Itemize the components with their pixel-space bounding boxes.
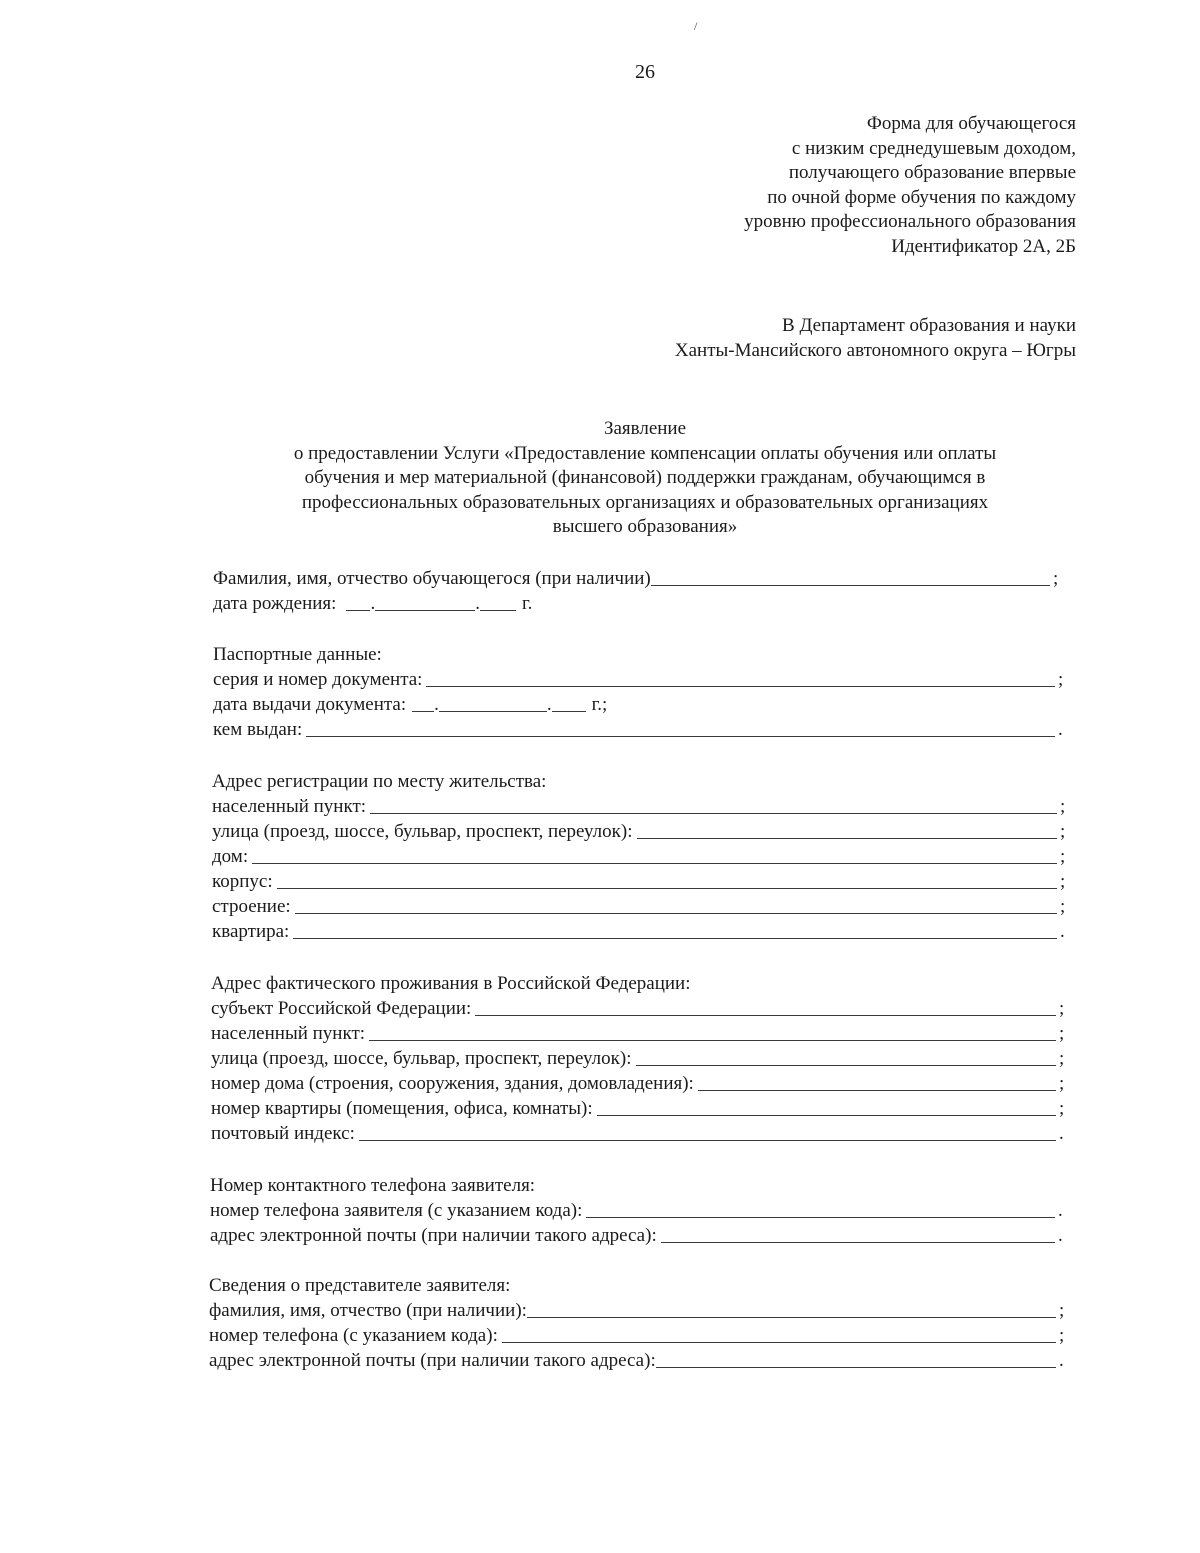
section-heading: Паспортные данные: bbox=[213, 643, 382, 665]
passport-series-field[interactable] bbox=[426, 686, 1055, 687]
registration-heading bbox=[212, 769, 1070, 794]
document-title bbox=[200, 417, 1090, 540]
full-name-field[interactable] bbox=[651, 585, 1050, 586]
passport-issued-by-row bbox=[213, 717, 1068, 742]
representative-email-field[interactable] bbox=[656, 1367, 1056, 1368]
field-end-mark: . bbox=[1058, 718, 1063, 740]
title-subtitle-line: обучения и мер материальной (финансовой) поддержки гражданам, обучающимся в bbox=[304, 467, 986, 488]
field-end-mark: . bbox=[1059, 1349, 1064, 1371]
full-name-label: Фамилия, имя, отчество обучающегося (при наличии) bbox=[213, 567, 651, 589]
actual-address-field-row bbox=[211, 996, 1069, 1021]
birth-day-field[interactable] bbox=[346, 610, 370, 611]
actual-locality-field[interactable] bbox=[369, 1040, 1056, 1041]
student-section bbox=[0, 566, 1063, 616]
applicant-email-field[interactable] bbox=[661, 1242, 1055, 1243]
birth-year-field[interactable] bbox=[480, 610, 516, 611]
form-identifier: Идентификатор 2А, 2Б bbox=[891, 235, 1076, 257]
actual-address-heading bbox=[211, 971, 1069, 996]
addressee-line: Ханты-Мансийского автономного округа – Югры bbox=[674, 339, 1076, 361]
registration-locality-field[interactable] bbox=[370, 813, 1057, 814]
section-heading: Адрес фактического проживания в Российской Федерации: bbox=[211, 972, 691, 994]
registration-field-row bbox=[212, 869, 1070, 894]
field-end-mark: ; bbox=[1059, 1047, 1065, 1069]
registration-house-field[interactable] bbox=[252, 863, 1057, 864]
form-caption-line: с низким среднедушевым доходом, bbox=[791, 137, 1076, 159]
actual-address-field-row bbox=[211, 1046, 1069, 1071]
representative-name-field[interactable] bbox=[527, 1317, 1056, 1318]
field-end-mark: . bbox=[1060, 920, 1065, 942]
field-end-mark: ; bbox=[1059, 1299, 1065, 1321]
issue-year-field[interactable] bbox=[552, 711, 586, 712]
applicant-phone-field[interactable] bbox=[586, 1217, 1055, 1218]
registration-address-section bbox=[0, 769, 1070, 944]
date-separator: . bbox=[475, 592, 480, 614]
registration-field-row bbox=[212, 794, 1070, 819]
passport-series-label: серия и номер документа: bbox=[213, 668, 423, 690]
passport-series-row bbox=[213, 667, 1068, 692]
field-label: номер квартиры (помещения, офиса, комнаты): bbox=[211, 1097, 593, 1119]
contact-field-row bbox=[210, 1223, 1068, 1248]
field-label: населенный пункт: bbox=[212, 795, 367, 817]
field-label: номер дома (строения, сооружения, здания, домовладения): bbox=[211, 1072, 694, 1094]
representative-field-row bbox=[209, 1348, 1069, 1373]
passport-issue-date-row bbox=[213, 692, 1068, 717]
section-heading: Адрес регистрации по месту жительства: bbox=[212, 770, 547, 792]
actual-postal-code-field[interactable] bbox=[359, 1140, 1056, 1141]
actual-address-field-row bbox=[211, 1121, 1069, 1146]
field-end-mark: ; bbox=[1059, 1324, 1065, 1346]
field-label: строение: bbox=[212, 895, 291, 917]
issue-day-field[interactable] bbox=[412, 711, 434, 712]
passport-issued-by-label: кем выдан: bbox=[213, 718, 303, 740]
contact-field-row bbox=[210, 1198, 1068, 1223]
registration-structure-field[interactable] bbox=[295, 913, 1057, 914]
scan-mark: / bbox=[694, 19, 698, 33]
form-caption-line: уровню профессионального образования bbox=[744, 211, 1076, 232]
contact-heading bbox=[210, 1173, 1068, 1198]
field-end-mark: ; bbox=[1060, 870, 1066, 892]
representative-section bbox=[0, 1273, 1069, 1373]
field-end-mark: ; bbox=[1059, 1072, 1065, 1094]
section-heading: Сведения о представителе заявителя: bbox=[209, 1274, 511, 1296]
registration-field-row bbox=[212, 894, 1070, 919]
field-end-mark: ; bbox=[1060, 845, 1066, 867]
passport-heading bbox=[213, 642, 1068, 667]
field-label: адрес электронной почты (при наличии такого адреса): bbox=[210, 1224, 657, 1246]
field-label: номер телефона заявителя (с указанием кода): bbox=[210, 1199, 583, 1221]
representative-heading bbox=[209, 1273, 1069, 1298]
actual-apartment-field[interactable] bbox=[597, 1115, 1056, 1116]
actual-address-field-row bbox=[211, 1071, 1069, 1096]
field-label: фамилия, имя, отчество (при наличии): bbox=[209, 1299, 527, 1321]
field-label: субъект Российской Федерации: bbox=[211, 997, 472, 1019]
field-end-mark: ; bbox=[1058, 668, 1064, 690]
representative-field-row bbox=[209, 1298, 1069, 1323]
form-caption bbox=[744, 112, 1076, 259]
section-heading: Номер контактного телефона заявителя: bbox=[210, 1174, 536, 1196]
field-label: почтовый индекс: bbox=[211, 1122, 355, 1144]
field-end-mark: ; bbox=[1060, 795, 1066, 817]
registration-field-row bbox=[212, 919, 1070, 944]
field-end-mark: . bbox=[1059, 1122, 1064, 1144]
year-suffix: г. bbox=[521, 592, 533, 614]
passport-section bbox=[0, 642, 1068, 742]
field-label: улица (проезд, шоссе, бульвар, проспект, переулок): bbox=[211, 1047, 632, 1069]
field-end-mark: ; bbox=[1060, 895, 1066, 917]
contact-section bbox=[0, 1173, 1068, 1248]
field-end-mark: ; bbox=[1060, 820, 1066, 842]
field-end-mark: ; bbox=[1059, 997, 1065, 1019]
representative-field-row bbox=[209, 1323, 1069, 1348]
passport-issue-date-label: дата выдачи документа: bbox=[213, 693, 407, 715]
form-caption-line: Форма для обучающегося bbox=[866, 113, 1076, 134]
field-label: корпус: bbox=[212, 870, 273, 892]
birth-date-row bbox=[213, 591, 1063, 616]
field-label: улица (проезд, шоссе, бульвар, проспект, переулок): bbox=[212, 820, 633, 842]
addressee-line: В Департамент образования и науки bbox=[782, 315, 1076, 336]
field-label: квартира: bbox=[212, 920, 290, 942]
passport-issued-by-field[interactable] bbox=[306, 736, 1055, 737]
registration-building-field[interactable] bbox=[277, 888, 1057, 889]
field-end-mark: ; bbox=[1059, 1022, 1065, 1044]
actual-address-field-row bbox=[211, 1096, 1069, 1121]
issue-month-field[interactable] bbox=[439, 711, 547, 712]
full-name-row bbox=[213, 566, 1063, 591]
page-number: 26 bbox=[635, 61, 655, 83]
actual-street-field[interactable] bbox=[636, 1065, 1056, 1066]
field-label: адрес электронной почты (при наличии такого адреса): bbox=[209, 1349, 656, 1371]
registration-field-row bbox=[212, 844, 1070, 869]
actual-house-field[interactable] bbox=[698, 1090, 1056, 1091]
form-caption-line: получающего образование впервые bbox=[788, 162, 1076, 183]
registration-apartment-field[interactable] bbox=[293, 938, 1057, 939]
birth-date-label: дата рождения: bbox=[213, 592, 337, 614]
registration-street-field[interactable] bbox=[637, 838, 1057, 839]
date-separator: . bbox=[434, 693, 439, 715]
registration-field-row bbox=[212, 819, 1070, 844]
representative-phone-field[interactable] bbox=[502, 1342, 1056, 1343]
year-suffix: г.; bbox=[591, 693, 608, 715]
date-separator: . bbox=[546, 693, 552, 715]
title-heading: Заявление bbox=[603, 418, 687, 439]
field-end-mark: ; bbox=[1053, 567, 1059, 589]
actual-region-field[interactable] bbox=[475, 1015, 1056, 1016]
field-end-mark: . bbox=[1058, 1199, 1063, 1221]
birth-month-field[interactable] bbox=[375, 610, 475, 611]
field-end-mark: . bbox=[1058, 1224, 1063, 1246]
title-subtitle-line: о предоставлении Услуги «Предоставление компенсации оплаты обучения или оплаты bbox=[293, 442, 997, 464]
form-caption-line: по очной форме обучения по каждому bbox=[767, 186, 1076, 208]
field-label: номер телефона (с указанием кода): bbox=[209, 1324, 498, 1346]
title-subtitle-line: профессиональных образовательных организациях и образовательных организациях bbox=[301, 491, 989, 513]
field-label: дом: bbox=[212, 845, 249, 867]
field-end-mark: ; bbox=[1059, 1097, 1065, 1119]
date-separator: . bbox=[370, 592, 376, 614]
field-label: населенный пункт: bbox=[211, 1022, 366, 1044]
actual-address-section bbox=[0, 971, 1069, 1146]
actual-address-field-row bbox=[211, 1021, 1069, 1046]
title-subtitle-line: высшего образования» bbox=[552, 516, 738, 537]
addressee bbox=[675, 314, 1076, 363]
